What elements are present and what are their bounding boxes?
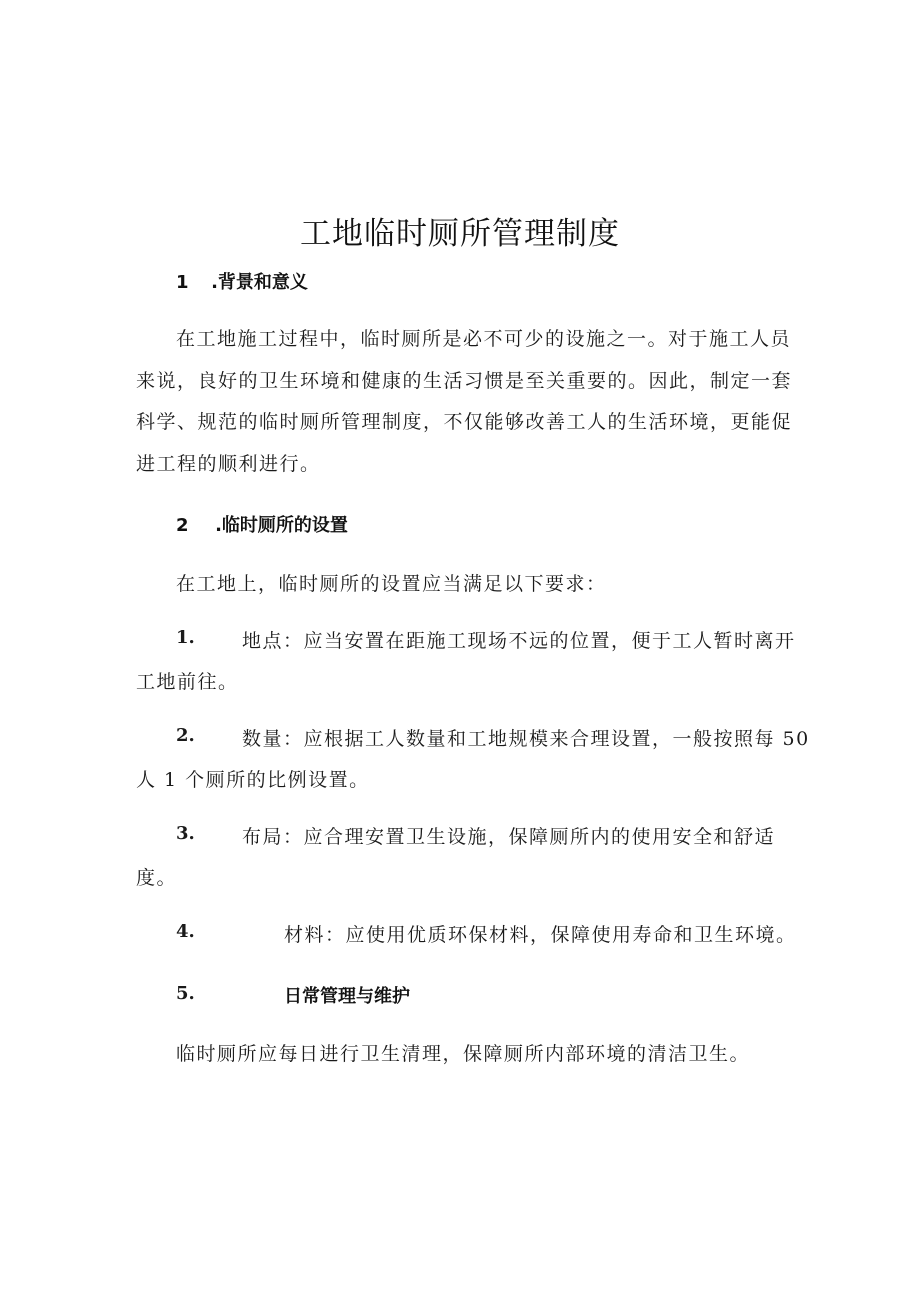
item-3-line-1: 布局：应合理安置卫生设施，保障厕所内的使用安全和舒适 — [242, 826, 776, 848]
section-5-heading: 日常管理与维护 — [284, 986, 410, 1007]
item-1-number: 1. — [176, 627, 195, 648]
section-1-title: .背景和意义 — [211, 272, 308, 293]
item-2-line-1: 数量：应根据工人数量和工地规模来合理设置，一般按照每 50 — [242, 728, 810, 750]
section-1-line-2: 来说，良好的卫生环境和健康的生活习惯是至关重要的。因此，制定一套 — [136, 370, 793, 392]
item-1-line-2: 工地前往。 — [136, 671, 239, 693]
section-1-heading — [176, 268, 308, 294]
document-title: 工地临时厕所管理制度 — [300, 216, 620, 252]
section-1-line-3: 科学、规范的临时厕所管理制度，不仅能够改善工人的生活环境，更能促 — [136, 411, 793, 433]
item-4-line-1: 材料：应使用优质环保材料，保障使用寿命和卫生环境。 — [284, 924, 797, 946]
section-1-number: 1 — [176, 272, 189, 293]
section-2-number: 2 — [176, 515, 189, 536]
item-3-line-2: 度。 — [136, 867, 178, 889]
section-1-line-4: 进工程的顺利进行。 — [136, 453, 321, 475]
section-1-line-1: 在工地施工过程中，临时厕所是必不可少的设施之一。对于施工人员 — [176, 328, 792, 350]
item-1-line-1: 地点：应当安置在距施工现场不远的位置，便于工人暂时离开 — [242, 630, 796, 652]
item-2-line-2: 人 1 个厕所的比例设置。 — [136, 769, 370, 791]
section-2-intro: 在工地上，临时厕所的设置应当满足以下要求： — [176, 573, 607, 595]
section-5-text: 临时厕所应每日进行卫生清理，保障厕所内部环境的清洁卫生。 — [176, 1043, 751, 1065]
item-2-number: 2. — [176, 725, 195, 746]
section-2-title: .临时厕所的设置 — [215, 515, 348, 536]
section-2-heading — [176, 511, 348, 537]
item-3-number: 3. — [176, 823, 195, 844]
item-4-number: 4. — [176, 921, 195, 942]
item-5-number: 5. — [176, 983, 195, 1004]
